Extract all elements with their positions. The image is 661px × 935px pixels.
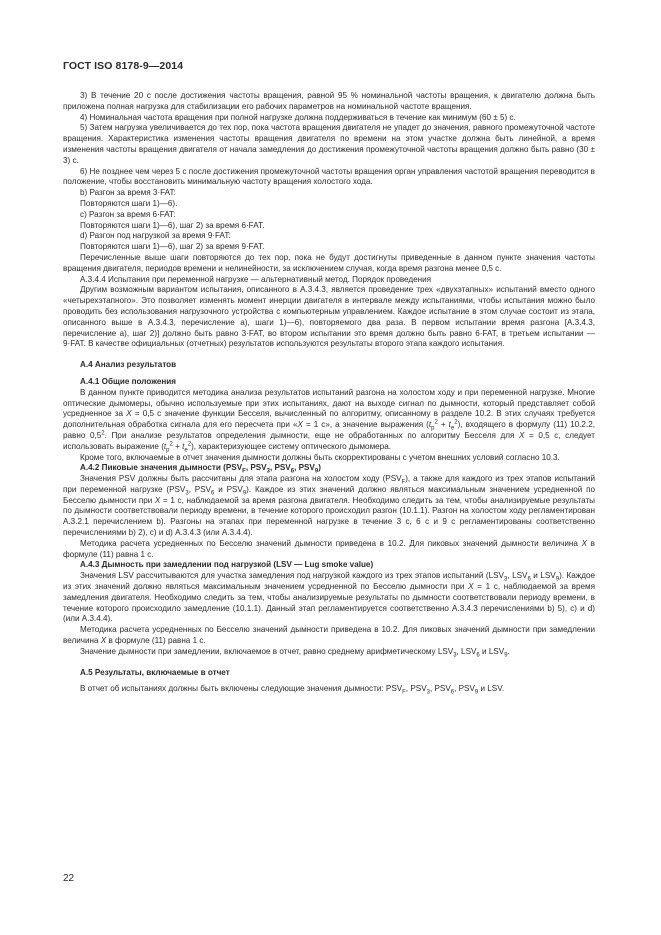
paragraph: Значение дымности при замедлении, включаемое в отчет, равно среднему арифметическому $LSV_3$, $LSV_6$ и $LSV_9$. [80, 646, 510, 659]
paragraph: В данном пункте приводится методика анализа результатов испытаний разгона на холостом ходу и при переменной нагрузке. Многие оптические дымомеры, обычно используемые при этих испытаниях, дают на выходе сигнал по дымности, который представляет собой усредненное за X = 0,5 с значение функции Бесселя, вычисленный по алгоритму, описанному в разделе 10.2. В этих случаях требуется дополнительная обработка сигнала для его пересчета при «X = 1 с», а значение выражения $(t_p^2 + t_e^2)$, входящего в формулу (11) 10.2.2, равно $0,5^2$. При анализе результатов определения дымности, еще не обработанных по алгоритму Бесселя для X = 0,5 с, следует использовать выражение $(t_p^2 + t_e^2)$, характеризующее систему оптического дымомера. [63, 387, 595, 454]
list-item: Повторяются шаги 1)—6). [80, 198, 178, 208]
paragraph: 5) Затем нагрузка увеличивается до тех пор, пока частота вращения двигателя не упадет до значения, равного промежуточной частоте вращения. Характеристика изменения частоты вращения двигателя по времени на этом участке должна быть линейной, а время изменения частоты вращения двигателя от начала замедления до достижения промежуточной частоты вращения должно быть равно (30 ± 3) с. [63, 123, 595, 165]
list-item: Повторяются шаги 1)—6), шаг 2) за время 9·FAT. [80, 242, 265, 252]
paragraph: В отчет об испытаниях должны быть включены следующие значения дымности: $PSV_F$, $PSV_3$, $PSV_6$, $PSV_9$ и LSV. [80, 684, 505, 697]
paragraph: Значения PSV должны быть рассчитаны для этапа разгона на холостом ходу $(PSV_F)$, а также для каждого из трех этапов испытаний при переменной нагрузке ($PSV_3$, $PSV_6$ и $PSV_9$). Каждое из этих значений должно являться максимальным значением усредненной по Бесселю дымности при X = 1 с, наблюдаемой за время разгона двигателя. Необходимо следить за тем, чтобы анализируемые результаты по дымности соответствовали периоду времени, в течение которого происходил разгон (10.1.1). Разгон на холостом ходу регламентирован А.3.2.1 перечислением b). Разгоны на этапах при переменной нагрузке в течение 3 с, 6 с и 9 с регламентированы соответственно перечислениями b) 2), c) и d) А.3.4.3 (или А.3.4.4). [63, 474, 595, 538]
list-item: c) Разгон за время 6·FAT: [80, 209, 176, 219]
paragraph: Другим возможным вариантом испытания, описанного в А.3.4.3, является проведение трех «двухэтапных» испытаний вместо одного «четырехэтапного». Это позволяет изменять момент инерции двигателя в интервале между испытаниями, чтобы испытания можно было проводить без использования нагрузочного устройства с компьютерным управлением. Каждое испытание в этом случае состоит из этапа, описанного выше в А.3.4.3, перечисление а), шаги 1)—6), повторяемого два раза. В первом испытании время разгона [А.3.4.3, перечисление а), шаг 2)] должно быть равно 3·FAT, во втором испытании это время должно быть равно 6·FAT, в третьем испытании — 9·FAT. В качестве официальных (отчетных) результатов используются результаты второго этапа каждого испытания. [63, 285, 595, 349]
subsection-title: А.4.1 Общие положения [80, 376, 177, 386]
section-title: А.4 Анализ результатов [80, 360, 177, 370]
subsection-title: А.4.2 Пиковые значения дымности ($PSV_F$, $PSV_3$, $PSV_6$, $PSV_9$) [80, 463, 321, 475]
paragraph: 3) В течение 20 с после достижения частоты вращения, равной 95 % номинальной частоты вращения, к двигателю должна быть приложена полная нагрузка для стабилизации его рабочих параметров на номинальной частоте вращения. [63, 91, 595, 111]
list-item: d) Разгон под нагрузкой за время 9·FAT: [80, 231, 231, 241]
paragraph: Перечисленные выше шаги повторяются до тех пор, пока не будут достигнуты приведенные в данном пункте значения частоты вращения двигателя, периодов времени и нелинейности, за исключением случая, когда время разгона менее 0,5 с. [63, 252, 595, 273]
paragraph: Кроме того, включаемые в отчет значения дымности должны быть скорректированы с учетом внешних условий согласно 10.3. [80, 452, 560, 462]
list-item: Повторяются шаги 1)—6), шаг 2) за время 6·FAT. [80, 220, 265, 230]
subsection-title: А.4.3 Дымность при замедлении под нагрузкой (LSV — Lug smoke value) [80, 560, 374, 570]
section-title: А.5 Результаты, включаемые в отчет [80, 667, 230, 677]
page-header: ГОСТ ISO 8178-9—2014 [63, 60, 184, 72]
paragraph: Методика расчета усредненных по Бесселю значений дымности приведена в 10.2. Для пиковых значений дымности величина X в формуле (11) равна 1 с. [63, 538, 595, 559]
subsection-title: А.3.4.4 Испытания при переменной нагрузке — альтернативный метод. Порядок проведения [80, 274, 432, 284]
page-number: 22 [63, 873, 75, 884]
list-item: b) Разгон за время 3·FAT: [80, 188, 176, 198]
paragraph: 6) Не позднее чем через 5 с после достижения промежуточной частоты вращения орган управления частотой вращения переводится в положение, чтобы восстановить минимальную частоту вращения холостого хода. [63, 166, 595, 187]
paragraph: Значения LSV рассчитываются для участка замедления под нагрузкой каждого из трех этапов испытаний ($LSV_3$, $LSV_6$ и $LSV_9$). Каждое из этих значений должно являться максимальным значением усредненной по Бесселю дымности при X = 1 с, наблюдаемой за время замедления двигателя. Необходимо следить за тем, чтобы анализируемые результаты по дымности соответствовали периоду времени, в течение которого происходило замедление (10.1.1). Данный этап регламентируется соответственно А.3.4.3 перечислениями b) 5), c) и d) (или А.3.4.4). [63, 571, 596, 624]
paragraph: 4) Номинальная частота вращения при полной нагрузке должна поддерживаться в течение как минимум (60 ± 5) с. [80, 112, 516, 122]
page-content [63, 91, 595, 695]
paragraph: Методика расчета усредненных по Бесселю значений дымности приведена в 10.2. Для пиковых значений дымности при замедлении величина X в формуле (11) равна 1 с. [63, 625, 595, 646]
